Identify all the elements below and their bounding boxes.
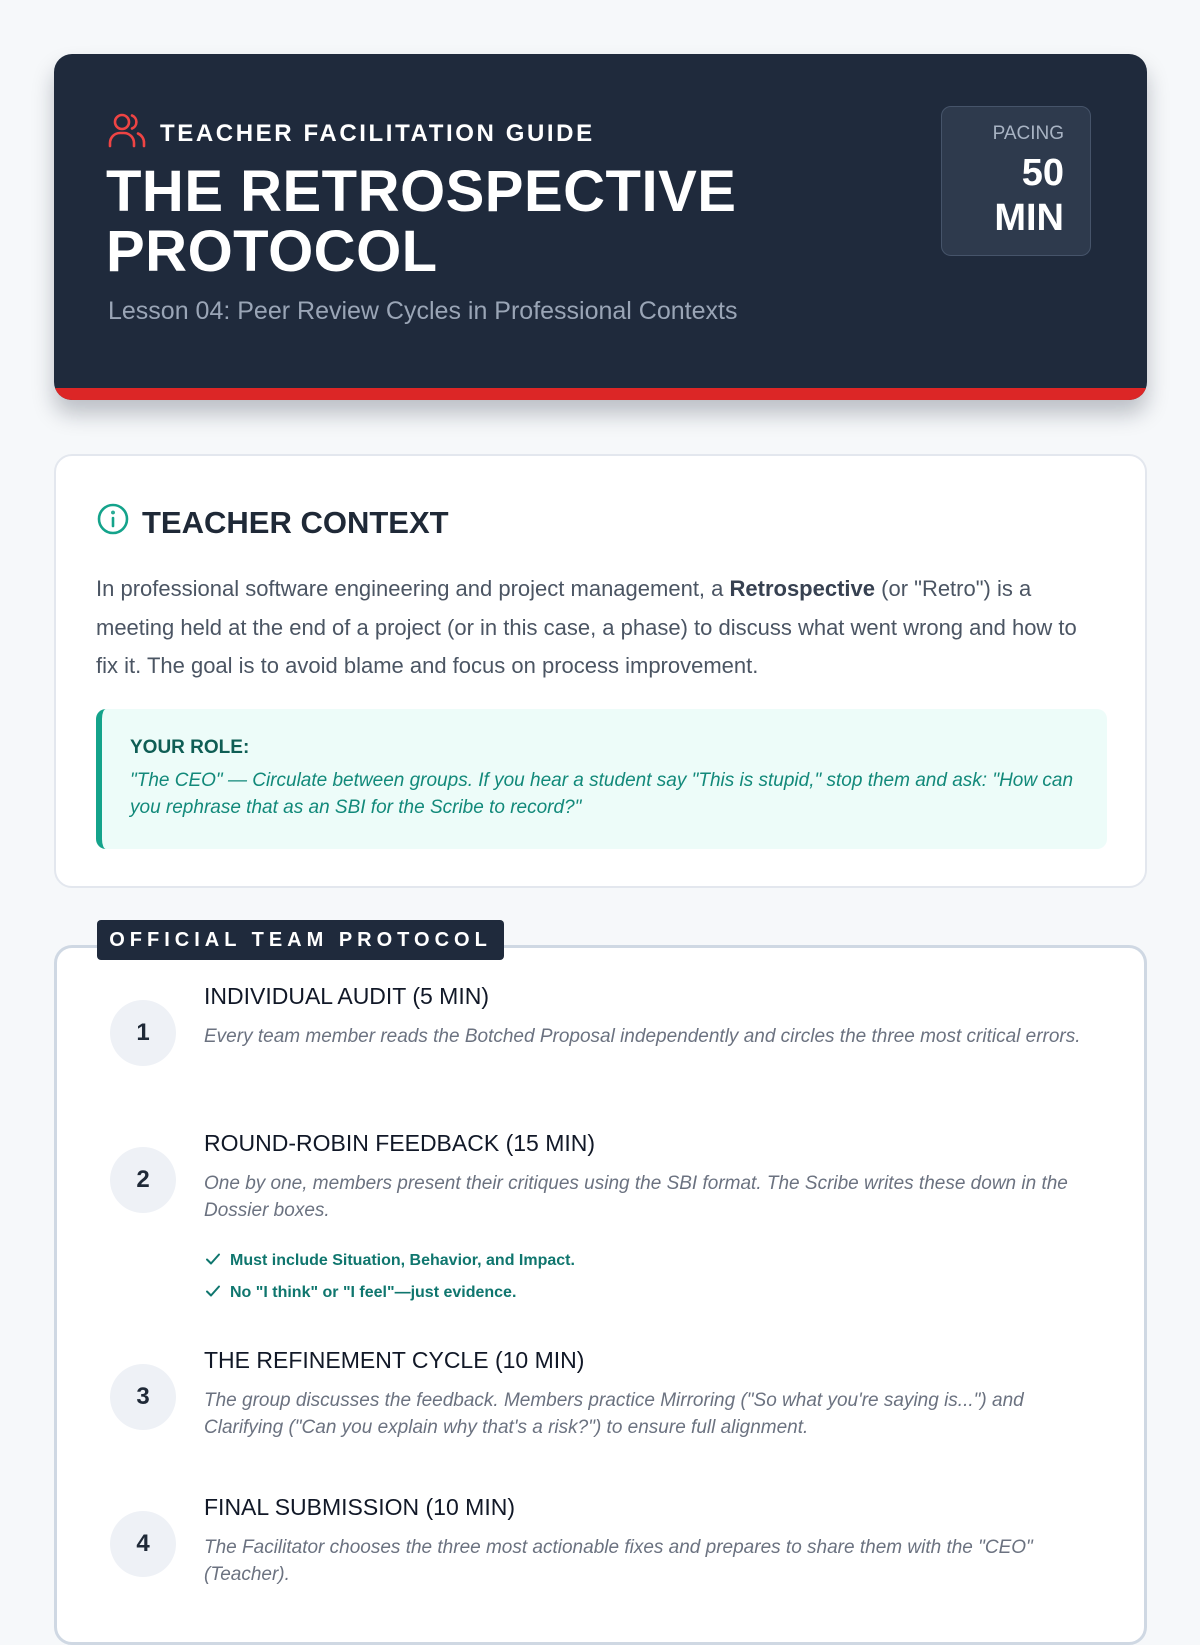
hero-accent-bar	[54, 388, 1147, 400]
page-title-line-1: THE RETROSPECTIVE	[106, 159, 737, 224]
info-icon	[96, 502, 130, 544]
role-label: YOUR ROLE:	[130, 737, 250, 758]
context-text-start: In professional software engineering and project management, a	[96, 576, 730, 601]
check-icon	[204, 1282, 222, 1305]
step-number: 3	[110, 1364, 176, 1430]
step-number: 4	[110, 1511, 176, 1577]
step-description: One by one, members present their critiques using the SBI format. The Scribe writes these down in the Dossier boxes.	[204, 1173, 1068, 1221]
pacing-value-number: 50	[1021, 152, 1064, 194]
pacing-label: PACING	[992, 123, 1064, 144]
context-paragraph	[96, 570, 1096, 686]
step-description: Every team member reads the Botched Proposal independently and circles the three most critical errors.	[204, 1026, 1081, 1047]
checklist-item-label: Must include Situation, Behavior, and Impact.	[230, 1252, 575, 1269]
eyebrow-label: TEACHER FACILITATION GUIDE	[160, 119, 595, 147]
hero-header	[54, 54, 1147, 400]
pacing-value-unit: MIN	[994, 197, 1064, 239]
protocol-tag: OFFICIAL TEAM PROTOCOL	[97, 920, 504, 960]
page-title-line-2: PROTOCOL	[106, 219, 438, 284]
checklist-item	[204, 1277, 575, 1309]
context-text-end: (or "Retro") is a meeting held at the end of a project (or in this case, a phase) to discuss what went wrong and how to fix it. The goal is to avoid blame and focus on process improvement.	[96, 576, 1077, 678]
checklist-item-label: No "I think" or "I feel"—just evidence.	[230, 1284, 517, 1301]
lesson-subtitle: Lesson 04: Peer Review Cycles in Professional Contexts	[108, 297, 738, 325]
eyebrow	[108, 112, 595, 155]
context-heading-label: TEACHER CONTEXT	[142, 505, 449, 540]
step-description: The Facilitator chooses the three most actionable fixes and prepares to share them with the "CEO" (Teacher).	[204, 1537, 1033, 1585]
step-number: 2	[110, 1147, 176, 1213]
step-title: THE REFINEMENT CYCLE (10 MIN)	[204, 1347, 585, 1373]
teacher-context-card	[54, 454, 1147, 888]
context-heading	[96, 502, 449, 544]
step-title: FINAL SUBMISSION (10 MIN)	[204, 1494, 515, 1520]
role-text: "The CEO" — Circulate between groups. If you hear a student say "This is stupid," stop them and ask: "How can you rephrase that as an SBI for the Scribe to record?"	[130, 770, 1074, 818]
page-title	[106, 159, 866, 284]
users-icon	[108, 112, 146, 155]
step-checklist	[204, 1245, 575, 1309]
step-description: The group discusses the feedback. Members practice Mirroring ("So what you're saying is...") and Clarifying ("Can you explain why that's a risk?") to ensure full alignment.	[204, 1390, 1024, 1438]
your-role-callout	[96, 709, 1107, 849]
step-title: INDIVIDUAL AUDIT (5 MIN)	[204, 983, 489, 1009]
pacing-badge	[941, 106, 1091, 256]
context-term-retrospective: Retrospective	[729, 576, 876, 601]
step-title: ROUND-ROBIN FEEDBACK (15 MIN)	[204, 1130, 596, 1156]
pacing-value	[942, 151, 1064, 241]
checklist-item	[204, 1245, 575, 1277]
check-icon	[204, 1250, 222, 1273]
step-number: 1	[110, 1000, 176, 1066]
